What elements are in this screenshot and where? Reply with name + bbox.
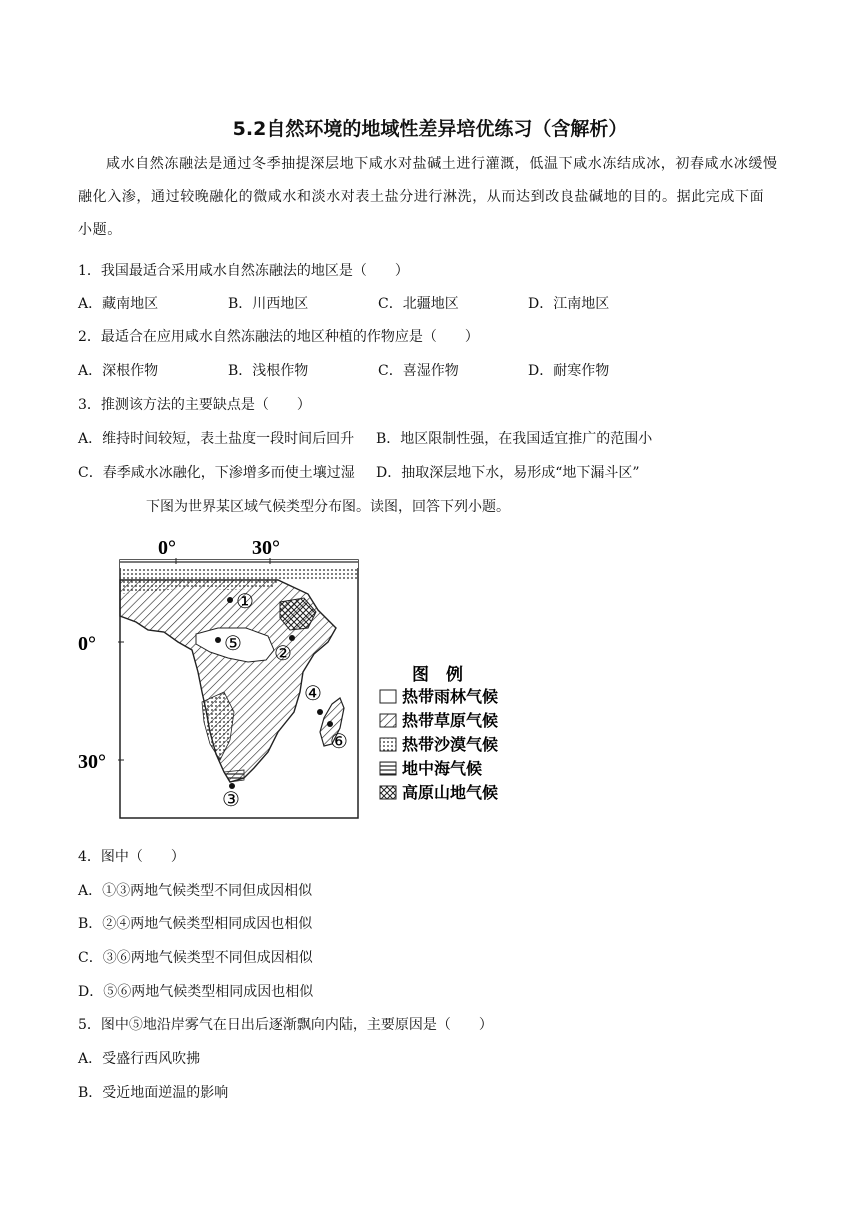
question-5-stem: 5．图中⑤地沿岸雾气在日出后逐渐飘向内陆，主要原因是（ ） <box>78 1017 493 1033</box>
question-5-option-a: A．受盛行西风吹拂 <box>78 1051 201 1067</box>
lat-label-0: 0° <box>78 633 96 655</box>
question-4-stem: 4．图中（ ） <box>78 849 185 865</box>
question-4-option-d: D．⑤⑥两地气候类型相同成因也相似 <box>78 984 314 1000</box>
question-1-option-a: A．藏南地区 <box>78 296 159 312</box>
question-2-stem: 2．最适合在应用咸水自然冻融法的地区种植的作物应是（ ） <box>78 329 479 345</box>
question-3-option-d: D．抽取深层地下水，易形成“地下漏斗区” <box>376 465 640 481</box>
intro-paragraph-1: 咸水自然冻融法是通过冬季抽提深层地下咸水对盐碱土进行灌溉，低温下咸水冻结成冰，初春咸水冰缓慢融化入渗，通过较晚融化的微咸水和淡水对表土盐分进行淋洗，从而达到改良盐碱地的目的。据此完成下面小题。 <box>78 156 778 238</box>
question-1-option-c: C．北疆地区 <box>378 296 459 312</box>
question-1-option-d: D．江南地区 <box>528 296 610 312</box>
lat-label-30: 30° <box>78 751 106 773</box>
intro-paragraph-2: 下图为世界某区域气候类型分布图。读图，回答下列小题。 <box>146 499 510 515</box>
legend-highland: 高原山地气候 <box>402 785 499 802</box>
legend-desert: 热带沙漠气候 <box>402 737 499 754</box>
page-title: 5.2自然环境的地域性差异培优练习（含解析） <box>232 118 628 140</box>
lon-label-0: 0° <box>158 537 176 559</box>
question-2-option-a: A．深根作物 <box>78 363 159 379</box>
point-1-label: ① <box>236 591 254 613</box>
question-4-option-b: B．②④两地气候类型相同成因也相似 <box>78 916 313 932</box>
legend-swatch-highland <box>380 786 396 799</box>
question-3-option-c: C．春季咸水冰融化，下渗增多而使土壤过湿 <box>78 465 355 481</box>
legend-swatch-rainforest <box>380 690 396 703</box>
question-2-option-d: D．耐寒作物 <box>528 363 610 379</box>
lon-label-30: 30° <box>252 537 280 559</box>
point-2-label: ② <box>274 643 292 665</box>
question-3-option-b: B．地区限制性强，在我国适宜推广的范围小 <box>376 431 653 447</box>
question-4-option-a: A．①③两地气候类型不同但成因相似 <box>78 883 313 899</box>
question-3-option-a: A．维持时间较短，表土盐度一段时间后回升 <box>78 431 355 447</box>
legend-savanna: 热带草原气候 <box>402 713 499 730</box>
legend-mediterranean: 地中海气候 <box>402 761 483 778</box>
question-2-option-b: B．浅根作物 <box>228 363 309 379</box>
question-4-option-c: C．③⑥两地气候类型不同但成因相似 <box>78 950 313 966</box>
question-1-stem: 1．我国最适合采用咸水自然冻融法的地区是（ ） <box>78 263 409 279</box>
legend-swatch-savanna <box>380 714 396 727</box>
climate-map-figure <box>78 532 538 822</box>
question-3-stem: 3．推测该方法的主要缺点是（ ） <box>78 397 311 413</box>
legend-swatch-mediterranean <box>380 762 396 775</box>
legend-rainforest: 热带雨林气候 <box>402 689 499 706</box>
question-1-option-b: B．川西地区 <box>228 296 309 312</box>
point-4-label: ④ <box>304 683 322 705</box>
point-3-label: ③ <box>222 789 240 811</box>
point-5-label: ⑤ <box>224 633 242 655</box>
legend-title: 图 例 <box>412 665 463 684</box>
question-2-option-c: C．喜湿作物 <box>378 363 459 379</box>
legend-swatch-desert <box>380 738 396 751</box>
point-6-label: ⑥ <box>330 731 348 753</box>
question-5-option-b: B．受近地面逆温的影响 <box>78 1085 229 1101</box>
